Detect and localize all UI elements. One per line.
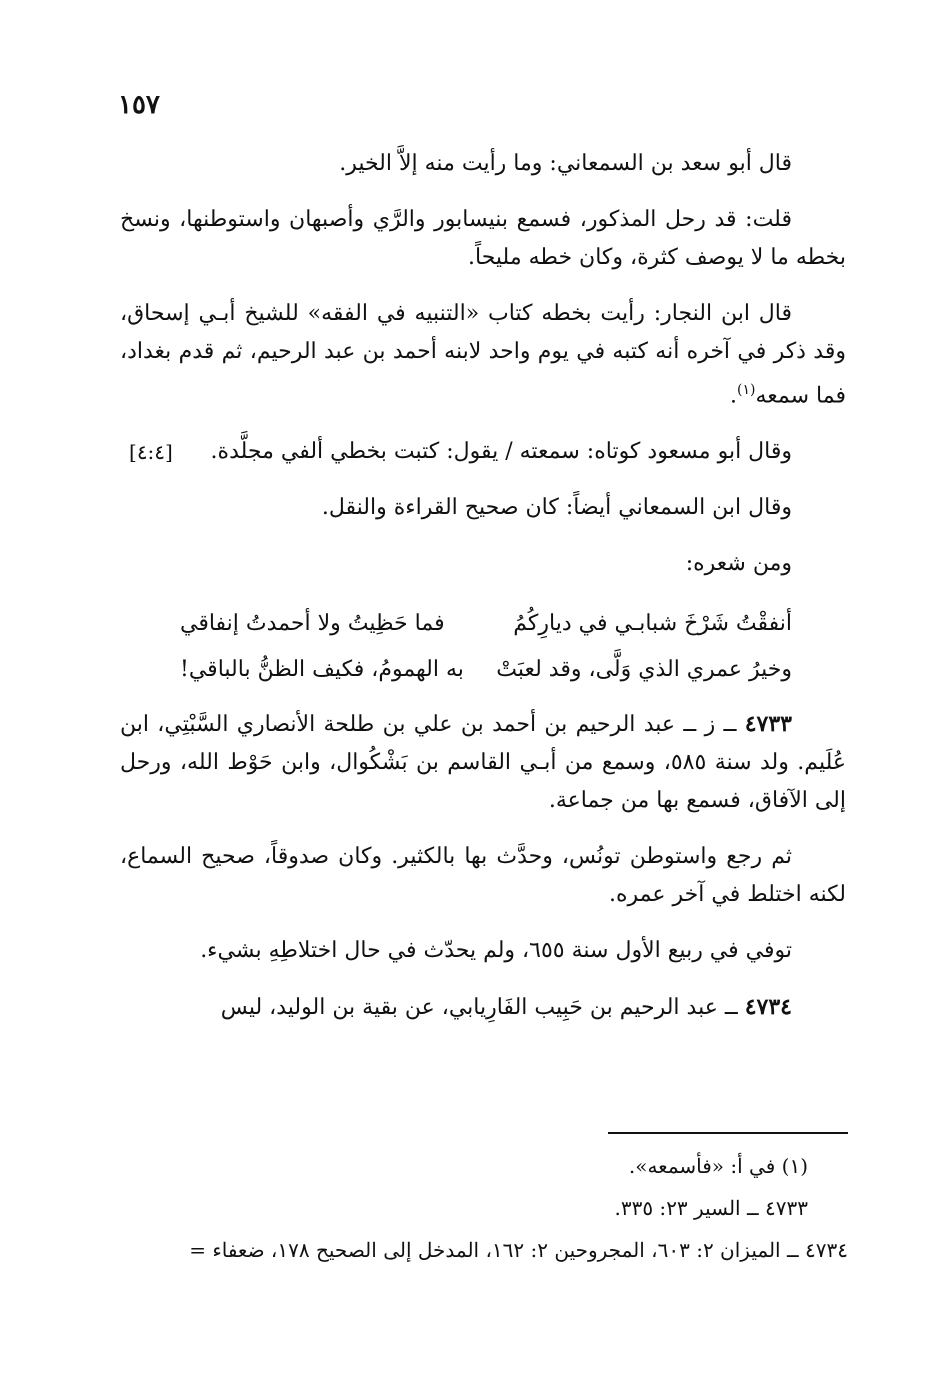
entry-text: ــ عبد الرحيم بن حَبِيب الفَارِيابي، عن بقية بن الوليد، ليس	[220, 995, 738, 1021]
paragraph-ibn-najjar-text: قال ابن النجار: رأيت بخطه كتاب «التنبيه في الفقه» للشيخ أبـي إسحاق، وقد ذكر في آخره أنه كتبه في يوم واحد لابنه أحمد بن عبد الرحيم، ثم قدم بغداد، فما سمعه	[120, 301, 846, 409]
paragraph-kutah-text: وقال أبو مسعود كوتاه: سمعته / يقول: كتبت بخطي ألفي مجلَّدة.	[210, 439, 792, 465]
paragraph-ibn-samani: قال أبو سعد بن السمعاني: وما رأيت منه إلاَّ الخير.	[339, 151, 792, 176]
entry-text: ــ ز ــ عبد الرحيم بن أحمد بن علي بن طلحة الأنصاري السَّبْتِي، ابن عُلَيم. ولد سنة ٥٨٥، وسمع من أبـي القاسم بن بَشْكُوال، وابن حَوْط الله، ورحل إلى الآفاق، فسمع بها من جماعة.	[120, 712, 846, 814]
entry-4733-death: توفي في ربيع الأول سنة ٦٥٥، ولم يحدّث في حال اختلاطِهِ بشيء.	[200, 938, 792, 964]
entry-number: ٤٧٣٣	[744, 711, 792, 738]
verse-first-hemistich: وخيرُ عمري الذي وَلَّى، وقد لعبَتْ	[496, 657, 792, 683]
main-text	[120, 145, 846, 1045]
poem	[120, 601, 846, 693]
paragraph-kutah	[120, 433, 846, 471]
poem-verse	[120, 647, 846, 693]
entry-4734	[120, 988, 846, 1027]
poem-intro: ومن شعره:	[685, 551, 792, 577]
verse-second-hemistich: به الهمومُ، فكيف الظنُّ بالباقي!	[180, 657, 464, 683]
footnote: ٤٧٣٣ ــ السير ٢٣: ٣٣٥.	[614, 1196, 808, 1220]
entry-4733	[120, 705, 846, 820]
footnote: (١) في أ: «فأسمعه».	[628, 1154, 808, 1178]
margin-reference: [٤:٤]	[129, 440, 173, 465]
footnote: ٤٧٣٤ ــ الميزان ٢: ٦٠٣، المجروحين ٢: ١٦٢، المدخل إلى الصحيح ١٧٨، ضعفاء =	[189, 1238, 848, 1262]
poem-verse	[120, 601, 846, 647]
page-number: ١٥٧	[118, 90, 160, 120]
paragraph-ibn-samani-aydan: وقال ابن السمعاني أيضاً: كان صحيح القراءة والنقل.	[321, 495, 792, 521]
paragraph-qultu: قلت: قد رحل المذكور، فسمع بنيسابور والرَّي وأصبهان واستوطنها، ونسخ بخطه ما لا يوصف كثرة، وكان خطه مليحاً.	[120, 207, 846, 270]
footnote-divider	[608, 1132, 848, 1134]
paragraph-ibn-najjar-end: .	[730, 383, 738, 409]
verse-first-hemistich: أنفقْتُ شَرْخَ شبابـي في ديارِكُمُ	[513, 611, 792, 637]
entry-number: ٤٧٣٤	[744, 994, 792, 1021]
paragraph-ibn-najjar	[120, 295, 846, 415]
footnotes	[115, 1145, 848, 1271]
footnote-marker: (١)	[737, 382, 756, 398]
entry-4733-continued: ثم رجع واستوطن تونُس، وحدَّث بها بالكثير. وكان صدوقاً، صحيح السماع، لكنه اختلط في آخر عمره.	[120, 844, 846, 908]
verse-second-hemistich: فما حَظِيتُ ولا أحمدتُ إنفاقي	[180, 611, 445, 637]
